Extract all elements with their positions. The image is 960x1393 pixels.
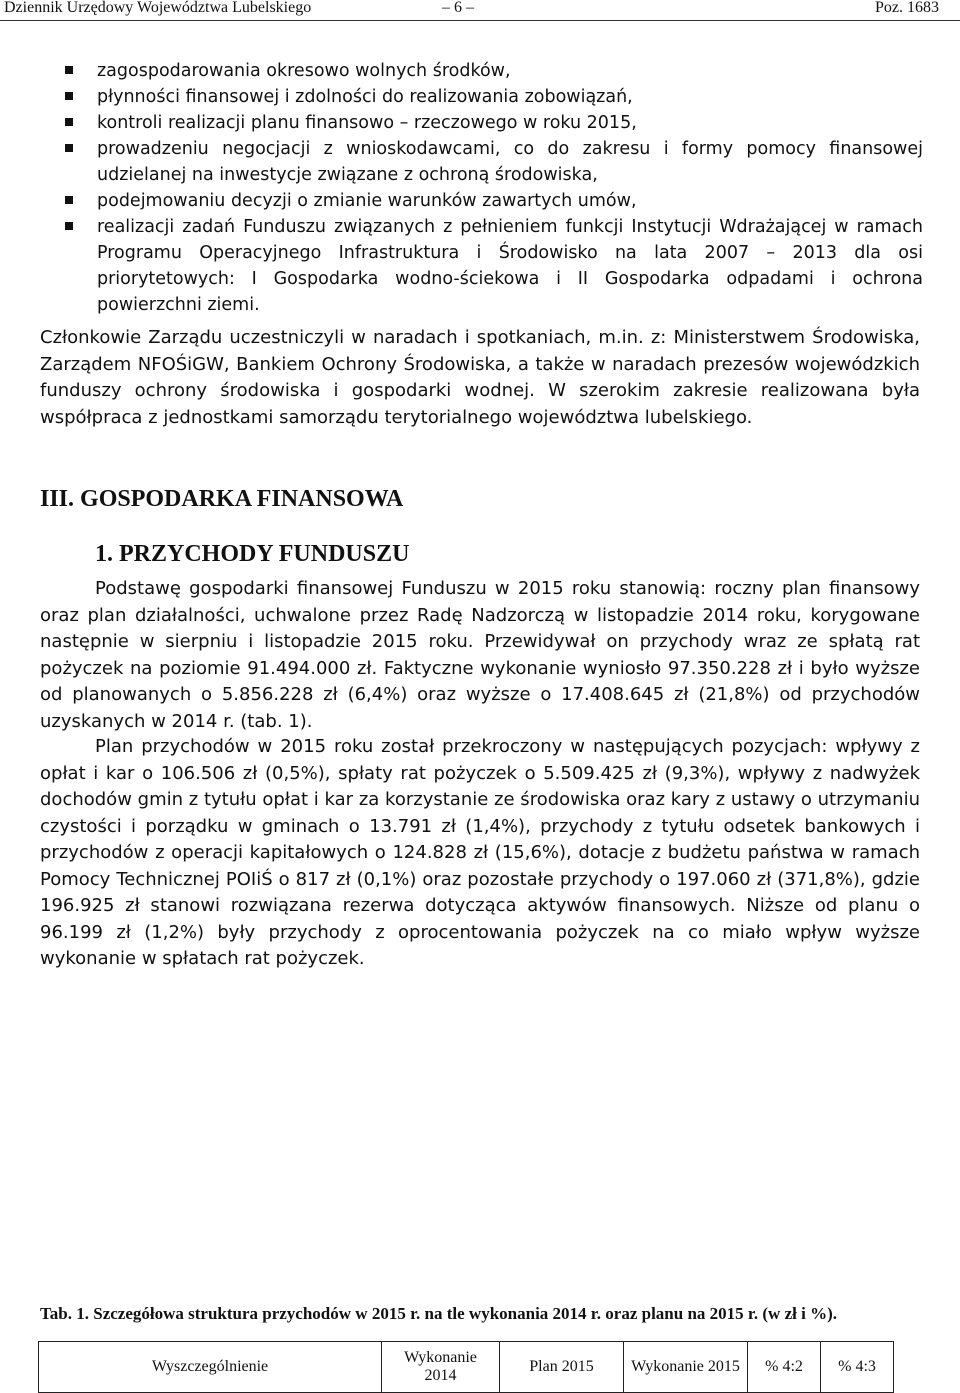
paragraph-members: Członkowie Zarządu uczestniczyli w naradach i spotkaniach, m.in. z: Ministerstwem Środowiska, Zarządem NFOŚiGW, Bankiem Ochrony Środowiska, a także w naradach prezesów wojewódzkich funduszy ochrony środowiska i gospodarki wodnej. W szerokim zakresie realizowana była współpraca z jednostkami samorządu terytorialnego województwa lubelskiego. bbox=[40, 327, 920, 428]
subsection-title: 1. PRZYCHODY FUNDUSZU bbox=[95, 541, 410, 567]
header-rule bbox=[0, 20, 960, 21]
section-title: III. GOSPODARKA FINANSOWA bbox=[40, 486, 404, 512]
list-item: realizacji zadań Funduszu związanych z pełnieniem funkcji Instytucji Wdrażającej w ramach Programu Operacyjnego Infrastruktura i Środowisko na lata 2007 – 2013 dla osi priorytetowych: I Gospodarka wodno-ściekowa i II Gospodarka odpadami i ochrona powierzchni ziemi. bbox=[63, 214, 923, 318]
paragraph-plan: Plan przychodów w 2015 roku został przekroczony w następujących pozycjach: wpływy z opłat i kar o 106.506 zł (0,5%), spłaty rat pożyczek o 5.509.425 zł (9,3%), wpływy z nadwyżek dochodów gmin z tytułu opłat i kar za korzystanie ze środowiska oraz kary z ustawy o utrzymaniu czystości i porządku w gminach o 13.791 zł (1,4%), przychody z tytułu odsetek bankowych i przychodów z operacji kapitałowych o 124.828 zł (15,6%), dotacje z budżetu państwa w ramach Pomocy Technicznej POIiŚ o 817 zł (0,1%) oraz pozostałe przychody o 197.060 zł (371,8%), gdzie 196.925 zł stanowi rozwiązana rezerwa dotycząca aktywów finansowych. Niższe od planu o 96.199 zł (1,2%) były przychody z oprocentowania pożyczek na co miało wpływ wyższe wykonanie w spłatach rat pożyczek. bbox=[40, 736, 920, 969]
table-header: Wykonanie 2014 bbox=[382, 1342, 500, 1393]
list-item: płynności finansowej i zdolności do realizowania zobowiązań, bbox=[63, 84, 923, 110]
table-caption: Tab. 1. Szczegółowa struktura przychodów w 2015 r. na tle wykonania 2014 r. oraz planu na 2015 r. (w zł i %). bbox=[40, 1304, 837, 1323]
page-header bbox=[0, 0, 950, 22]
bullet-list bbox=[63, 58, 923, 318]
list-item: zagospodarowania okresowo wolnych środków, bbox=[63, 58, 923, 84]
list-item: kontroli realizacji planu finansowo – rzeczowego w roku 2015, bbox=[63, 110, 923, 136]
page-number: – 6 – bbox=[442, 0, 474, 16]
position-number: Poz. 1683 bbox=[875, 0, 939, 16]
list-item: prowadzeniu negocjacji z wnioskodawcami, co do zakresu i formy pomocy finansowej udzielanej na inwestycje związane z ochroną środowiska, bbox=[63, 136, 923, 188]
table-header-row bbox=[39, 1342, 894, 1393]
table-header: % 4:2 bbox=[748, 1342, 821, 1393]
revenue-table bbox=[38, 1341, 894, 1393]
paragraph-intro: Podstawę gospodarki finansowej Funduszu w 2015 roku stanowią: roczny plan finansowy oraz plan działalności, uchwalone przez Radę Nadzorczą w listopadzie 2014 roku, korygowane następnie w sierpniu i listopadzie 2015 roku. Przewidywał on przychody wraz ze spłatą rat pożyczek na poziomie 91.494.000 zł. Faktyczne wykonanie wyniosło 97.350.228 zł i było wyższe od planowanych o 5.856.228 zł (6,4%) oraz wyższe o 17.408.645 zł (21,8%) od przychodów uzyskanych w 2014 r. (tab. 1). bbox=[40, 578, 920, 732]
table-header: Plan 2015 bbox=[500, 1342, 624, 1393]
table-header: Wykonanie 2015 bbox=[624, 1342, 748, 1393]
list-item: podejmowaniu decyzji o zmianie warunków zawartych umów, bbox=[63, 188, 923, 214]
table-header: % 4:3 bbox=[821, 1342, 894, 1393]
table-header: Wyszczególnienie bbox=[39, 1342, 382, 1393]
journal-title: Dziennik Urzędowy Województwa Lubelskiego bbox=[4, 0, 312, 16]
